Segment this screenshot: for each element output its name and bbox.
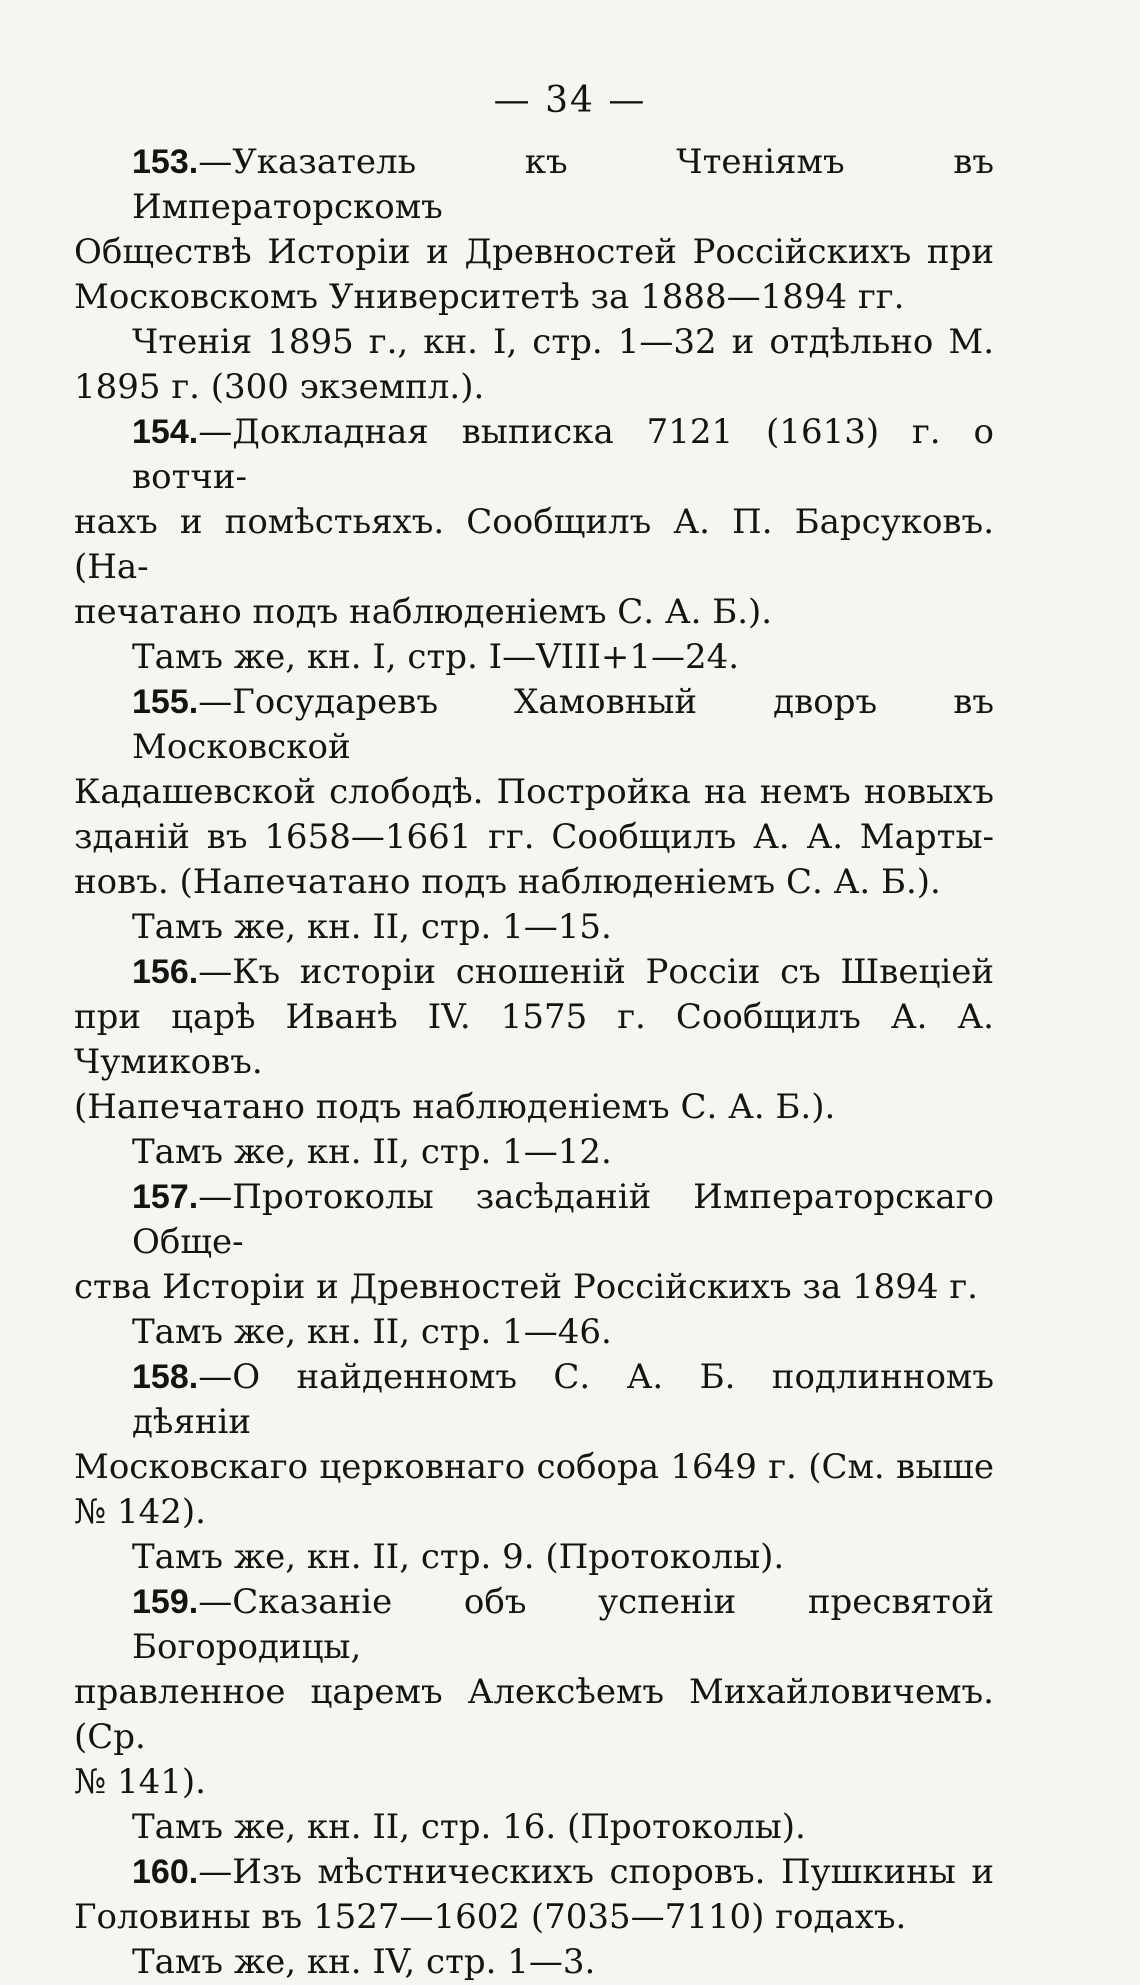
entry-title-text: Обществѣ Исторіи и Древностей Россійскихъ при: [74, 232, 994, 272]
entry-source: Тамъ же, кн. II, стр. 1—15.: [132, 907, 612, 947]
entry-title-text: —Указатель къ Чтеніямъ въ Императорскомъ: [132, 142, 994, 227]
entry-title-text: —Протоколы засѣданій Императорскаго Обще-: [132, 1177, 994, 1262]
entry-number: 155.: [132, 683, 199, 721]
entry-number: 157.: [132, 1178, 199, 1216]
entry-text-line: [74, 995, 994, 1085]
entry-title-text: —Докладная выписка 7121 (1613) г. о вотчи-: [132, 412, 994, 497]
entry-text-line: [74, 770, 994, 815]
entry-text-line: [74, 1580, 994, 1670]
entry-title-text: Московскаго церковнаго собора 1649 г. (См. выше: [74, 1447, 994, 1487]
entry-text-line: [74, 1175, 994, 1265]
entry-source: Тамъ же, кн. IV, стр. 1—3.: [132, 1942, 596, 1982]
bibliography-entry: [74, 140, 994, 410]
entry-number: 156.: [132, 953, 199, 991]
entry-text-line: [74, 500, 994, 590]
entry-source: Чтенія 1895 г., кн. I, стр. 1—32 и отдѣльно М.: [132, 322, 994, 362]
entry-title-text: № 142).: [74, 1492, 206, 1532]
entry-title-text: ства Исторіи и Древностей Россійскихъ за 1894 г.: [74, 1267, 978, 1307]
entry-number: 154.: [132, 413, 199, 451]
entry-text-line: [74, 590, 994, 635]
bibliography-entry: [74, 1355, 994, 1580]
bibliography-entry: [74, 950, 994, 1175]
entry-number: 160.: [132, 1853, 199, 1891]
entry-text-line: [74, 140, 994, 230]
entry-text-line: [74, 275, 994, 320]
entry-text-line: [74, 815, 994, 860]
entry-title-text: зданій въ 1658—1661 гг. Сообщилъ А. А. Марты-: [74, 817, 994, 857]
entry-text-line: [74, 230, 994, 275]
entries-list: [74, 140, 994, 1985]
entry-number: 158.: [132, 1358, 199, 1396]
entry-title-text: —Сказаніе объ успеніи пресвятой Богородицы,: [132, 1582, 994, 1667]
bibliography-entry: [74, 1175, 994, 1355]
bibliography-entry: [74, 1850, 994, 1985]
entry-text-line: [74, 1355, 994, 1445]
bibliography-entry: [74, 410, 994, 680]
entry-title-text: Московскомъ Университетѣ за 1888—1894 гг.: [74, 277, 905, 317]
entry-source: Тамъ же, кн. II, стр. 1—46.: [132, 1312, 612, 1352]
entry-title-text: правленное царемъ Алексѣемъ Михайловичемъ. (Ср.: [74, 1672, 994, 1757]
entry-title-text: —Къ исторіи сношеній Россіи съ Швеціей: [198, 952, 994, 992]
entry-text-line: [74, 1850, 994, 1895]
entry-text-line: [74, 1445, 994, 1490]
entry-title-text: —Изъ мѣстническихъ споровъ. Пушкины и: [198, 1852, 994, 1892]
entry-title-text: —Государевъ Хамовный дворъ въ Московской: [132, 682, 994, 767]
entry-text-line: [74, 1265, 994, 1310]
entry-number: 153.: [132, 143, 199, 181]
page-number: — 34 —: [493, 80, 647, 121]
entry-title-text: нахъ и помѣстьяхъ. Сообщилъ А. П. Барсуковъ. (На-: [74, 502, 994, 587]
entry-title-text: № 141).: [74, 1762, 206, 1802]
entry-text-line: [74, 410, 994, 500]
entry-source: Тамъ же, кн. II, стр. 1—12.: [132, 1132, 612, 1172]
entry-text-line: [74, 860, 994, 905]
entry-number: 159.: [132, 1583, 199, 1621]
entry-title-text: Головины въ 1527—1602 (7035—7110) годахъ.: [74, 1897, 907, 1937]
entry-source: Тамъ же, кн. II, стр. 9. (Протоколы).: [132, 1537, 785, 1577]
entry-source: 1895 г. (300 экземпл.).: [74, 367, 485, 407]
bibliography-entry: [74, 680, 994, 950]
entry-text-line: [74, 1760, 994, 1805]
entry-text-line: [74, 680, 994, 770]
bibliography-entry: [74, 1580, 994, 1850]
entry-source: Тамъ же, кн. II, стр. 16. (Протоколы).: [132, 1807, 806, 1847]
entry-title-text: —О найденномъ С. А. Б. подлинномъ дѣяніи: [132, 1357, 994, 1442]
entry-text-line: [74, 1670, 994, 1760]
entry-text-line: [74, 1895, 994, 1940]
entry-text-line: [74, 1085, 994, 1130]
entry-title-text: при царѣ Иванѣ IV. 1575 г. Сообщилъ А. А. Чумиковъ.: [74, 997, 994, 1082]
entry-title-text: новъ. (Напечатано подъ наблюденіемъ С. А. Б.).: [74, 862, 941, 902]
entry-text-line: [74, 950, 994, 995]
entry-source: Тамъ же, кн. I, стр. I—VIII+1—24.: [132, 637, 740, 677]
entry-text-line: [74, 1490, 994, 1535]
entry-title-text: печатано подъ наблюденіемъ С. А. Б.).: [74, 592, 773, 632]
entry-title-text: Кадашевской слободѣ. Постройка на немъ новыхъ: [74, 772, 994, 812]
entry-title-text: (Напечатано подъ наблюденіемъ С. А. Б.).: [74, 1087, 836, 1127]
